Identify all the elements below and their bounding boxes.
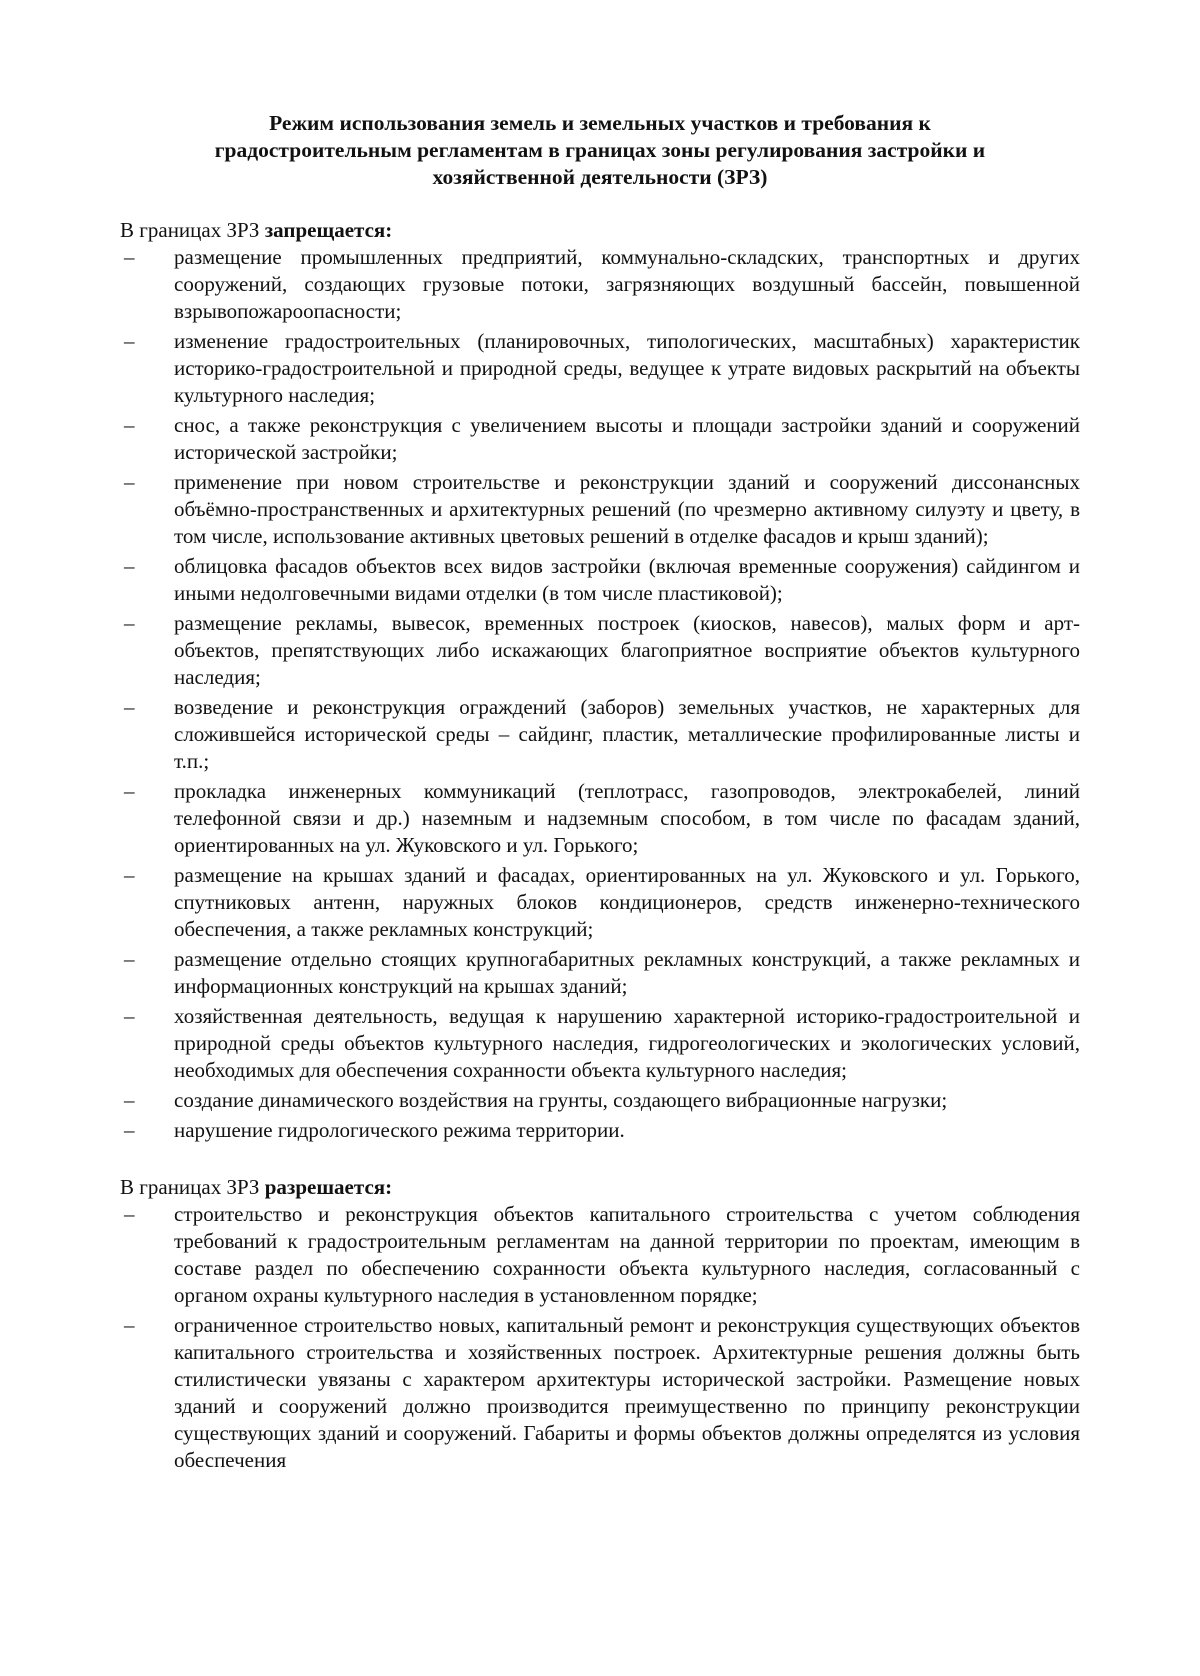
list-item <box>120 778 1080 859</box>
list-item-text: прокладка инженерных коммуникаций (теплотрасс, газопроводов, электрокабелей, линий телефонной связи и др.) наземным и надземным способом, в том числе по фасадам зданий, ориентированных на ул. Жуковского и ул. Горького; <box>174 779 1080 857</box>
dash-bullet: – <box>124 413 135 437</box>
list-item-text: изменение градостроительных (планировочных, типологических, масштабных) характеристик историко-градостроительной и природной среды, ведущее к утрате видовых раскрытий на объекты культурного наследия; <box>174 329 1080 407</box>
dash-bullet: – <box>124 947 135 971</box>
intro-text: В границах ЗРЗ <box>120 1175 265 1199</box>
list-item-text: хозяйственная деятельность, ведущая к нарушению характерной историко-градостроительной и природной среды объектов культурного наследия, гидрогеологических и экологических условий, необходимых для обеспечения сохранности объекта культурного наследия; <box>174 1004 1080 1082</box>
list-item <box>120 1087 1080 1114</box>
list-item <box>120 412 1080 466</box>
allowed-list <box>120 1201 1080 1474</box>
dash-bullet: – <box>124 1202 135 1226</box>
list-item <box>120 244 1080 325</box>
dash-bullet: – <box>124 1088 135 1112</box>
list-item-text: строительство и реконструкция объектов капитального строительства с учетом соблюдения требований к градостроительным регламентам на данной территории по проектам, имеющим в составе раздел по обеспечению сохранности объекта культурного наследия, согласованный с органом охраны культурного наследия в установленном порядке; <box>174 1202 1080 1307</box>
list-item <box>120 1003 1080 1084</box>
list-item <box>120 946 1080 1000</box>
list-item <box>120 694 1080 775</box>
dash-bullet: – <box>124 245 135 269</box>
dash-bullet: – <box>124 1118 135 1142</box>
prohibited-intro <box>120 217 1080 244</box>
intro-text: В границах ЗРЗ <box>120 218 265 242</box>
list-item-text: создание динамического воздействия на грунты, создающего вибрационные нагрузки; <box>174 1088 948 1112</box>
dash-bullet: – <box>124 1313 135 1337</box>
list-item <box>120 862 1080 943</box>
list-item <box>120 1201 1080 1309</box>
dash-bullet: – <box>124 1004 135 1028</box>
dash-bullet: – <box>124 470 135 494</box>
prohibited-list <box>120 244 1080 1144</box>
dash-bullet: – <box>124 779 135 803</box>
list-item-text: облицовка фасадов объектов всех видов застройки (включая временные сооружения) сайдингом и иными недолговечными видами отделки (в том числе пластиковой); <box>174 554 1080 605</box>
dash-bullet: – <box>124 329 135 353</box>
list-item <box>120 1312 1080 1474</box>
title-line: хозяйственной деятельности (ЗРЗ) <box>432 165 768 189</box>
list-item <box>120 328 1080 409</box>
title-line: Режим использования земель и земельных участков и требования к <box>269 111 931 135</box>
document-title <box>120 110 1080 191</box>
list-item <box>120 610 1080 691</box>
list-item-text: нарушение гидрологического режима территории. <box>174 1118 625 1142</box>
list-item-text: размещение на крышах зданий и фасадах, ориентированных на ул. Жуковского и ул. Горького, спутниковых антенн, наружных блоков кондиционеров, средств инженерно-технического обеспечения, а также рекламных конструкций; <box>174 863 1080 941</box>
list-item-text: применение при новом строительстве и реконструкции зданий и сооружений диссонансных объёмно-пространственных и архитектурных решений (по чрезмерно активному силуэту и цвету, в том числе, использование активных цветовых решений в отделке фасадов и крыш зданий); <box>174 470 1080 548</box>
list-item <box>120 469 1080 550</box>
document-page <box>120 110 1080 1477</box>
intro-keyword: разрешается: <box>264 1175 393 1199</box>
dash-bullet: – <box>124 554 135 578</box>
dash-bullet: – <box>124 863 135 887</box>
list-item-text: возведение и реконструкция ограждений (заборов) земельных участков, не характерных для сложившейся исторической среды – сайдинг, пластик, металлические профилированные листы и т.п.; <box>174 695 1080 773</box>
intro-keyword: запрещается: <box>264 218 393 242</box>
list-item-text: размещение промышленных предприятий, коммунально-складских, транспортных и других сооружений, создающих грузовые потоки, загрязняющих воздушный бассейн, повышенной взрывопожароопасности; <box>174 245 1080 323</box>
allowed-intro <box>120 1174 1080 1201</box>
list-item-text: снос, а также реконструкция с увеличением высоты и площади застройки зданий и сооружений исторической застройки; <box>174 413 1080 464</box>
list-item <box>120 553 1080 607</box>
dash-bullet: – <box>124 611 135 635</box>
title-line: градостроительным регламентам в границах зоны регулирования застройки и <box>214 138 986 162</box>
list-item <box>120 1117 1080 1144</box>
list-item-text: размещение рекламы, вывесок, временных построек (киосков, навесов), малых форм и арт-объектов, препятствующих либо искажающих благоприятное восприятие объектов культурного наследия; <box>174 611 1080 689</box>
section-spacer <box>120 1147 1080 1174</box>
list-item-text: размещение отдельно стоящих крупногабаритных рекламных конструкций, а также рекламных и информационных конструкций на крышах зданий; <box>174 947 1080 998</box>
dash-bullet: – <box>124 695 135 719</box>
list-item-text: ограниченное строительство новых, капитальный ремонт и реконструкция существующих объектов капитального строительства и хозяйственных построек. Архитектурные решения должны быть стилистически увязаны с характером архитектуры исторической застройки. Размещение новых зданий и сооружений должно производится преимущественно по принципу реконструкции существующих зданий и сооружений. Габариты и формы объектов должны определятся из условия обеспечения <box>174 1313 1080 1472</box>
